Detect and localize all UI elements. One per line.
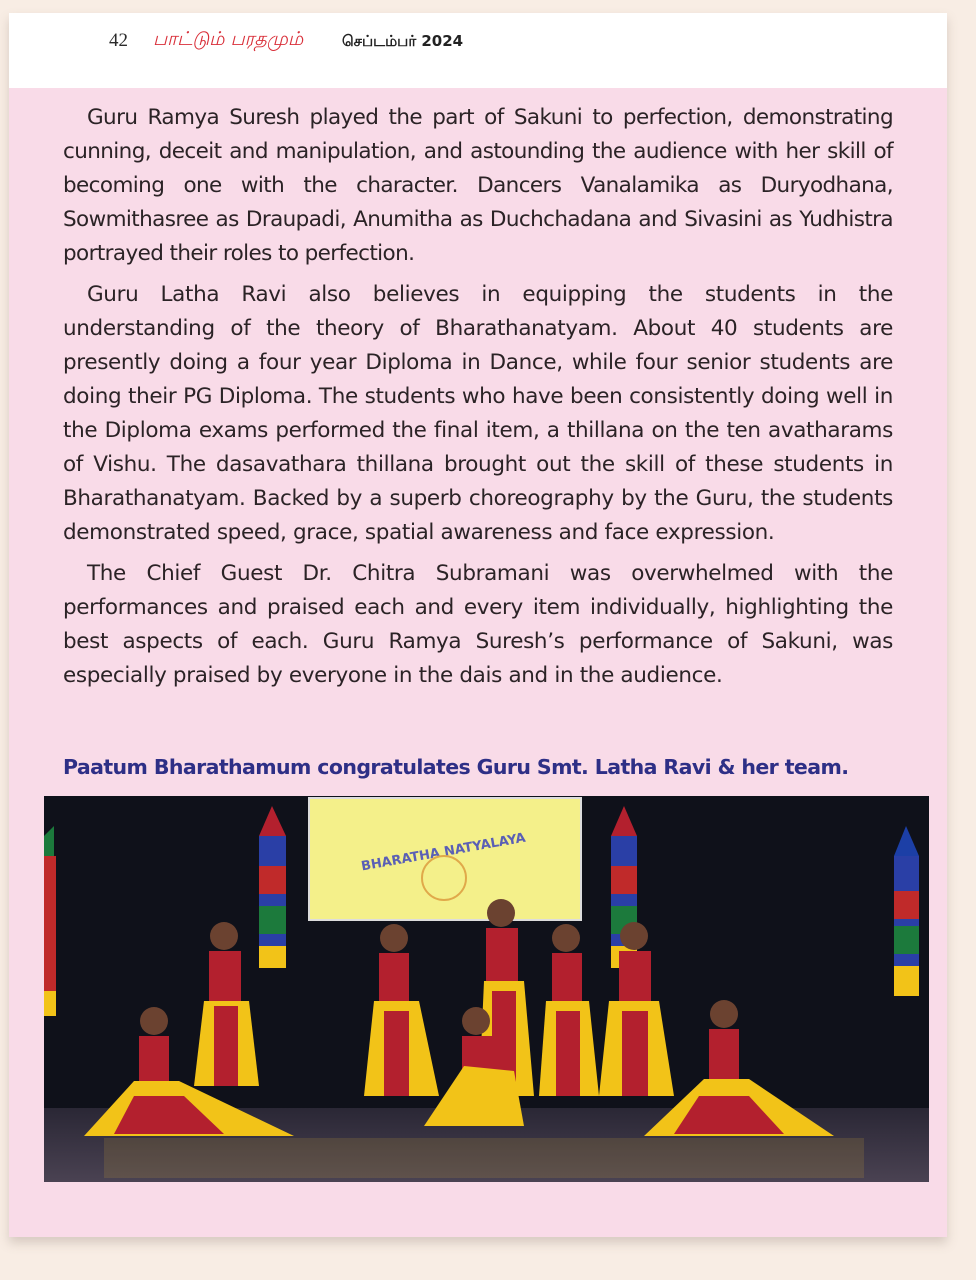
banner-text: BHARATHA NATYALAYA (360, 830, 527, 875)
article-paragraph: The Chief Guest Dr. Chitra Subramani was overwhelmed with the performances and praised each and every item individually, highlighting the best aspects of each. Guru Ramya Suresh’s performance of Sakuni, was especially praised by everyone in the dais and in the audience. (63, 561, 893, 688)
issue-date: செப்டம்பர் 2024 (342, 32, 464, 50)
banner (309, 798, 581, 920)
article-paragraph: Guru Latha Ravi also believes in equipping the students in the understanding of the theory of Bharathanatyam. About 40 students are presently doing a four year Diploma in Dance, while four senior students are doing their PG Diploma. The students who have been consistently doing well in the Diploma exams performed the final item, a thillana on the ten avatharams of Vishu. The dasavathara thillana brought out the skill of these students in Bharathanatyam. Backed by a superb choreography by the Guru, the students demonstrated speed, grace, spatial awareness and face expression. (63, 282, 893, 545)
article-body (63, 101, 893, 693)
page-number: 42 (109, 30, 128, 51)
dance-photo-illustration (44, 796, 929, 1182)
article-paragraph: Guru Ramya Suresh played the part of Sakuni to perfection, demonstrating cunning, deceit and manipulation, and astounding the audience with her skill of becoming one with the character. Dancers Vanalamika as Duryodhana, Sowmithasree as Draupadi, Anumitha as Duchchadana and Sivasini as Yudhistra portrayed their roles to perfection. (63, 105, 893, 266)
hanging-decoration-center-left (259, 806, 286, 968)
page-header (9, 13, 947, 88)
closing-line: Paatum Bharathamum congratulates Guru Smt. Latha Ravi & her team. (63, 755, 849, 779)
hanging-decoration-right (894, 826, 919, 996)
magazine-page (9, 13, 947, 1237)
dance-photo (44, 796, 929, 1182)
floor-reflection (104, 1138, 864, 1178)
magazine-title: பாட்டும் பரதமும் (153, 28, 304, 50)
